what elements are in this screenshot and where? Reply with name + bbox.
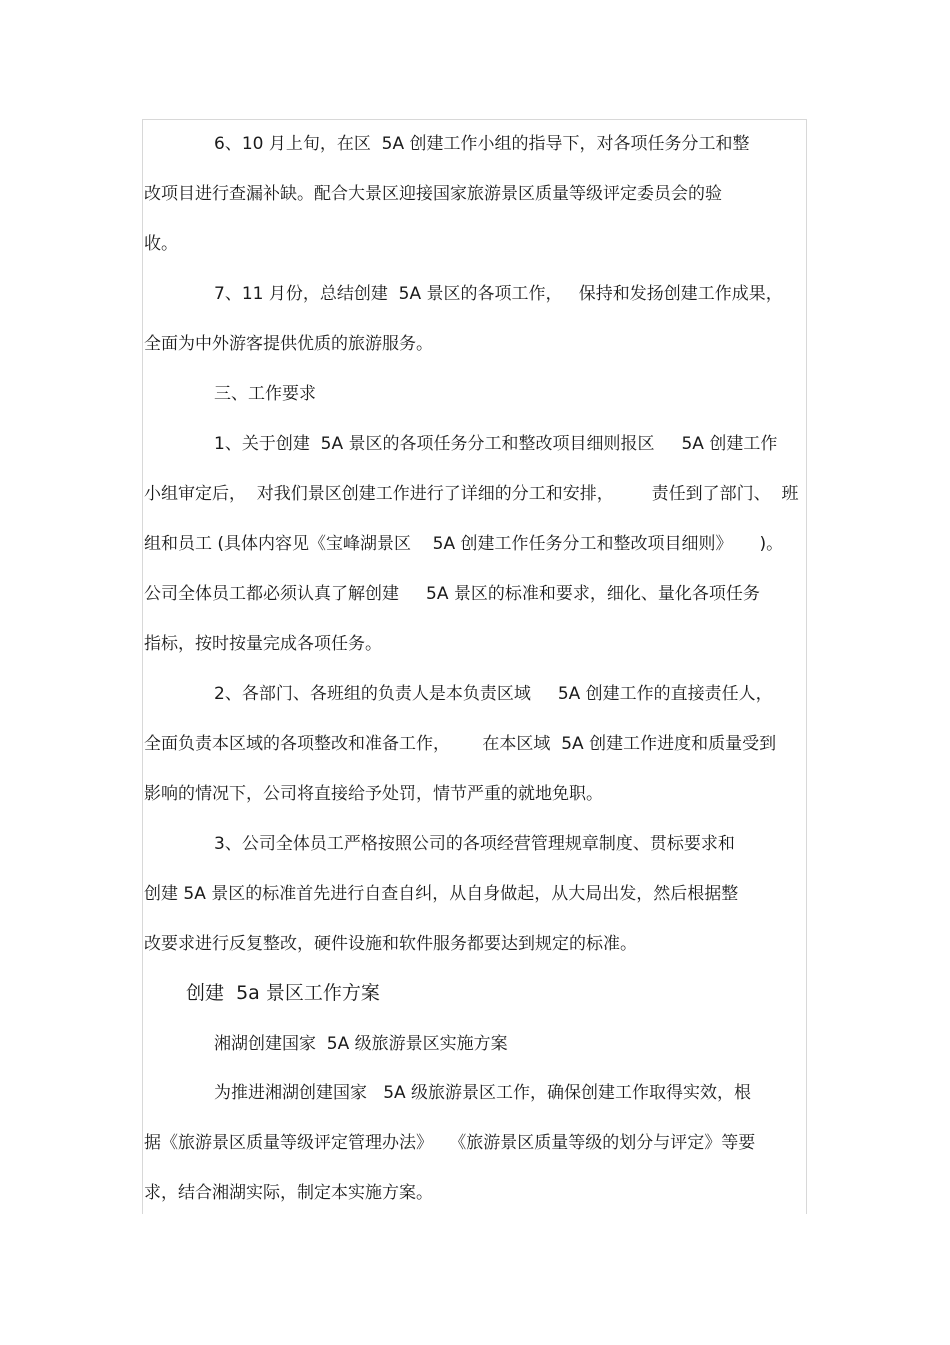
document-heading: 创建 5a 景区工作方案 — [186, 982, 380, 1004]
plan-intro-line-2: 据《旅游景区质量等级评定管理办法》 《旅游景区质量等级的划分与评定》等要 — [144, 1133, 756, 1153]
plan-intro-line-3: 求，结合湘湖实际，制定本实施方案。 — [144, 1183, 433, 1203]
paragraph-6-line-1: 6、10 月上旬，在区 5A 创建工作小组的指导下，对各项任务分工和整 — [214, 134, 750, 154]
requirement-3-line-3: 改要求进行反复整改，硬件设施和软件服务都要达到规定的标准。 — [144, 934, 637, 954]
paragraph-7-line-2: 全面为中外游客提供优质的旅游服务。 — [144, 334, 433, 354]
requirement-3-line-2: 创建 5A 景区的标准首先进行自查自纠，从自身做起，从大局出发，然后根据整 — [144, 884, 739, 904]
paragraph-6-line-2: 改项目进行查漏补缺。配合大景区迎接国家旅游景区质量等级评定委员会的验 — [144, 184, 722, 204]
requirement-1-line-4: 公司全体员工都必须认真了解创建 5A 景区的标准和要求，细化、量化各项任务 — [144, 584, 760, 604]
requirement-1-line-2: 小组审定后， 对我们景区创建工作进行了详细的分工和安排， 责任到了部门、 班 — [144, 484, 799, 504]
requirement-2-line-2: 全面负责本区域的各项整改和准备工作， 在本区域 5A 创建工作进度和质量受到 — [144, 734, 777, 754]
requirement-3-line-1: 3、公司全体员工严格按照公司的各项经营管理规章制度、贯标要求和 — [214, 834, 735, 854]
paragraph-7-line-1: 7、11 月份，总结创建 5A 景区的各项工作， 保持和发扬创建工作成果， — [214, 284, 783, 304]
requirement-1-line-1: 1、关于创建 5A 景区的各项任务分工和整改项目细则报区 5A 创建工作 — [214, 434, 778, 454]
plan-title: 湘湖创建国家 5A 级旅游景区实施方案 — [214, 1034, 508, 1054]
plan-intro-line-1: 为推进湘湖创建国家 5A 级旅游景区工作，确保创建工作取得实效，根 — [214, 1083, 752, 1103]
requirement-2-line-1: 2、各部门、各班组的负责人是本负责区域 5A 创建工作的直接责任人， — [214, 684, 773, 704]
paragraph-6-line-3: 收。 — [144, 234, 178, 254]
section-heading-work-requirements: 三、工作要求 — [214, 384, 316, 404]
requirement-1-line-3: 组和员工 (具体内容见《宝峰湖景区 5A 创建工作任务分工和整改项目细则》 )。 — [144, 534, 784, 554]
requirement-1-line-5: 指标，按时按量完成各项任务。 — [144, 634, 382, 654]
requirement-2-line-3: 影响的情况下，公司将直接给予处罚，情节严重的就地免职。 — [144, 784, 603, 804]
